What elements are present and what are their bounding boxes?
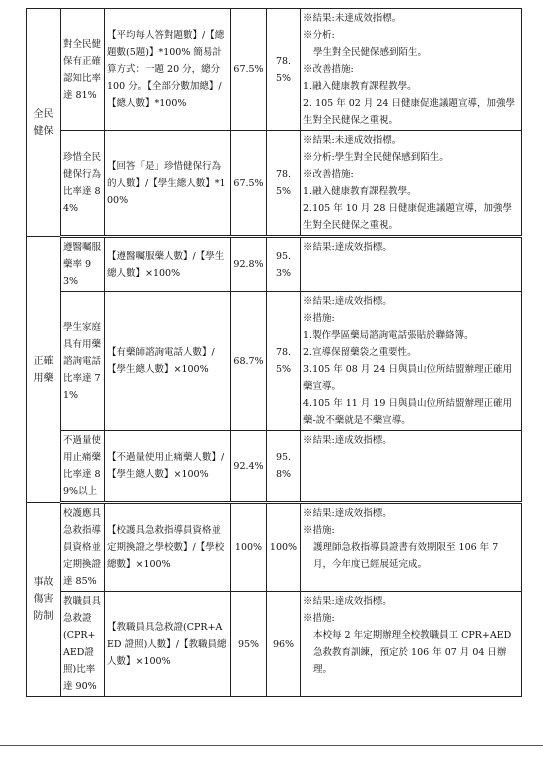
notes-cell <box>301 131 522 237</box>
table-row <box>27 237 522 292</box>
formula-cell: 【遵醫囑服藥人數】/【學生總人數】×100% <box>105 237 231 292</box>
notes-cell <box>301 431 522 503</box>
note-line: 2.105 年 10 月 28 日健康促進議題宣導，加強學生對全民健保之重視。 <box>303 203 512 231</box>
actual-value-cell: 96% <box>267 592 301 697</box>
target-value-cell: 92.4% <box>231 431 267 503</box>
note-line: ※措施: <box>303 313 335 324</box>
target-value-cell: 92.8% <box>231 237 267 292</box>
formula-cell: 【回答「是」珍惜健保行為的人數】/【學生總人數】*100% <box>105 131 231 237</box>
indicator-cell: 教職員具急救證(CPR+AED證照)比率達 90% <box>61 592 105 697</box>
note-line: 本校每 2 年定期辦理全校教職員工 CPR+AED 急救教育訓練，預定於 106 年 07 月 04 日辦理。 <box>313 630 512 675</box>
note-line: ※結果:達成效指標。 <box>303 596 392 607</box>
note-line: 1.融入健康教育課程教學。 <box>303 81 417 92</box>
category-cell: 全民健保 <box>27 9 61 237</box>
actual-value-cell: 78.5% <box>267 9 301 131</box>
note-line: ※改善措施: <box>303 169 354 180</box>
note-line: ※分析: <box>303 30 335 41</box>
table-row <box>27 292 522 431</box>
table-row <box>27 431 522 503</box>
target-value-cell: 95% <box>231 592 267 697</box>
formula-cell: 【平均每人答對題數】/【總題數(5題)】*100% 簡易計算方式：一題 20 分，總分 100 分。【全部分數加總】/【總人數】*100% <box>105 9 231 131</box>
note-line: 4.105 年 11 月 19 日與員山位所結盟辦理正確用藥-說不藥就是不藥宣導。 <box>303 398 512 426</box>
note-line: ※措施: <box>303 613 335 624</box>
note-line: ※結果:達成效指標。 <box>303 435 392 446</box>
category-cell: 正確用藥 <box>27 237 61 503</box>
notes-cell <box>301 592 522 697</box>
notes-cell <box>301 503 522 592</box>
actual-value-cell: 100% <box>267 503 301 592</box>
table-row <box>27 592 522 697</box>
note-line: ※措施: <box>303 525 335 536</box>
indicator-table <box>26 8 522 697</box>
indicator-cell: 校護應具急救指導員資格並定期換證達 85% <box>61 503 105 592</box>
note-line: 1.製作學區藥局諮詢電話張貼於聯絡簿。 <box>303 330 474 341</box>
note-line: 學生對全民健保感到陌生。 <box>313 47 428 58</box>
table-row <box>27 9 522 131</box>
note-line: 2. 105 年 02 月 24 日健康促進議題宣導，加強學生對全民健保之重視。 <box>303 98 515 126</box>
actual-value-cell: 78.5% <box>267 131 301 237</box>
note-line: 護理師急救指導員證書有效期限至 106 年 7 月，今年度已經展延完成。 <box>313 542 499 570</box>
notes-cell <box>301 292 522 431</box>
notes-cell <box>301 237 522 292</box>
formula-cell: 【不過量使用止痛藥人數】/【學生總人數】×100% <box>105 431 231 503</box>
note-line: ※結果:未達成效指標。 <box>303 135 402 146</box>
note-line: ※分析:學生對全民健保感到陌生。 <box>303 152 449 163</box>
note-line: ※改善措施: <box>303 64 354 75</box>
indicator-cell: 不過量使用止痛藥比率達 89%以上 <box>61 431 105 503</box>
category-cell: 事故傷害防制 <box>27 503 61 697</box>
note-line: ※結果:未達成效指標。 <box>303 13 402 24</box>
target-value-cell: 67.5% <box>231 9 267 131</box>
table-row <box>27 503 522 592</box>
formula-cell: 【有藥師諮詢電話人數】/【學生總人數】×100% <box>105 292 231 431</box>
indicator-cell: 遵醫囑服藥率 93% <box>61 237 105 292</box>
note-line: ※結果:達成效指標。 <box>303 296 392 307</box>
indicator-cell: 學生家庭具有用藥諮詢電話比率達 71% <box>61 292 105 431</box>
notes-cell <box>301 9 522 131</box>
footer-divider <box>0 745 543 746</box>
indicator-cell: 珍惜全民健保行為比率達 84% <box>61 131 105 237</box>
note-line: ※結果:達成效指標。 <box>303 242 392 253</box>
actual-value-cell: 78.5% <box>267 292 301 431</box>
note-line: ※結果:達成效指標。 <box>303 508 392 519</box>
target-value-cell: 67.5% <box>231 131 267 237</box>
formula-cell: 【教職員具急救證(CPR+AED 證照)人數】/【教職員總人數】×100% <box>105 592 231 697</box>
actual-value-cell: 95.8% <box>267 431 301 503</box>
note-line: 1.融入健康教育課程教學。 <box>303 186 417 197</box>
formula-cell: 【校護具急救指導員資格並定期換證之學校數】/【學校總數】×100% <box>105 503 231 592</box>
note-line: 3.105 年 08 月 24 日與員山位所結盟辦理正確用藥宣導。 <box>303 364 512 392</box>
target-value-cell: 100% <box>231 503 267 592</box>
indicator-cell: 對全民健保有正確認知比率達 81% <box>61 9 105 131</box>
target-value-cell: 68.7% <box>231 292 267 431</box>
actual-value-cell: 95.3% <box>267 237 301 292</box>
table-row <box>27 131 522 237</box>
note-line: 2.宣導保留藥袋之重要性。 <box>303 347 417 358</box>
